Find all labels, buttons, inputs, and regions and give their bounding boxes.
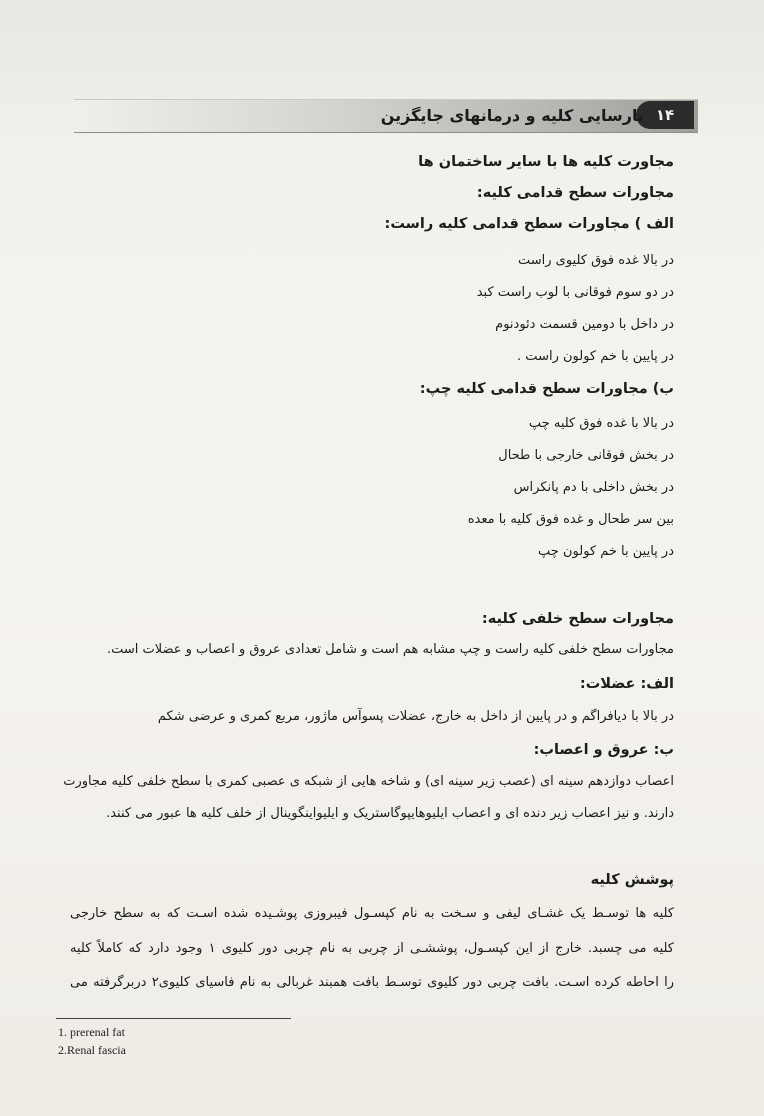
subheading-right-kidney: الف ) مجاورات سطح قدامی کلیه راست: — [384, 216, 674, 232]
paragraph-muscles: در بالا با دیافراگم و در پایین از داخل به خارج، عضلات پسوآس ماژور، مربع کمری و عرضی شکم — [157, 709, 674, 724]
section-heading-neighbors: مجاورت کلیه ها با سایر ساختمان ها — [418, 154, 674, 170]
subheading-left-kidney: ب) مجاورات سطح قدامی کلیه چپ: — [419, 381, 674, 397]
paragraph-posterior: مجاورات سطح خلفی کلیه راست و چپ مشابه هم است و شامل تعدادی عروق و اعصاب و عضلات است. — [106, 642, 674, 657]
list-item: در بخش داخلی با دم پانکراس — [513, 480, 674, 495]
list-item: در بالا غده فوق کلیوی راست — [517, 253, 674, 268]
page-number: ۱۴ — [636, 101, 694, 129]
subheading-posterior: مجاورات سطح خلفی کلیه: — [481, 611, 674, 627]
paragraph-covering-line: کلیه می چسبد. خارج از این کپسـول، پوششـی از چربی به نام چربی دور کلیوی ۱ وجود دارد که کاملاً کلیه — [70, 941, 674, 956]
footnote-2: 2.Renal fascia — [58, 1043, 126, 1057]
subheading-anterior: مجاورات سطح قدامی کلیه: — [476, 185, 674, 201]
list-item: در دو سوم فوقانی با لوب راست کبد — [476, 285, 674, 300]
section-heading-covering: پوشش کلیه — [590, 872, 674, 888]
running-title: نارسایی کلیه و درمانهای جایگزین — [380, 106, 644, 125]
list-item: بین سر طحال و غده فوق کلیه با معده — [467, 512, 674, 527]
footnotes — [58, 1023, 126, 1059]
paragraph-covering-line: کلیه ها توسـط یک غشـای لیفی و سـخت به نام کپسـول فیبروزی پوشـیده شده اسـت که به سطح خارجی — [70, 906, 674, 921]
list-item: در پایین با خم کولون چپ — [538, 544, 674, 559]
footnote-divider — [56, 1018, 291, 1019]
list-item: در داخل با دومین قسمت دئودنوم — [495, 317, 674, 332]
list-item: در بخش فوقانی خارجی با طحال — [498, 448, 674, 463]
footnote-1: 1. prerenal fat — [58, 1025, 125, 1039]
paragraph-covering-line: را احاطه کرده اسـت. بافت چربی دور کلیوی توسـط بافت همبند غربالی به نام فاسیای کلیوی۲ دربرگرفته می — [70, 975, 675, 990]
subheading-vessels-nerves: ب: عروق و اعصاب: — [533, 742, 674, 758]
list-item: در بالا با غده فوق کلیه چپ — [528, 416, 674, 431]
subheading-muscles: الف: عضلات: — [579, 676, 674, 692]
paragraph-vessels-line: دارند. و نیز اعصاب زیر دنده ای و اعصاب ایلیوهایپوگاستریک و ایلیواینگوینال از خلف کلیه ها عبور می کنند. — [106, 806, 674, 821]
paragraph-vessels-line: اعصاب دوازدهم سینه ای (عصب زیر سینه ای) و شاخه هایی از شبکه ی عصبی کمری با سطح خلفی کلیه مجاورت — [63, 774, 674, 789]
list-item: در پایین با خم کولون راست . — [517, 349, 674, 364]
